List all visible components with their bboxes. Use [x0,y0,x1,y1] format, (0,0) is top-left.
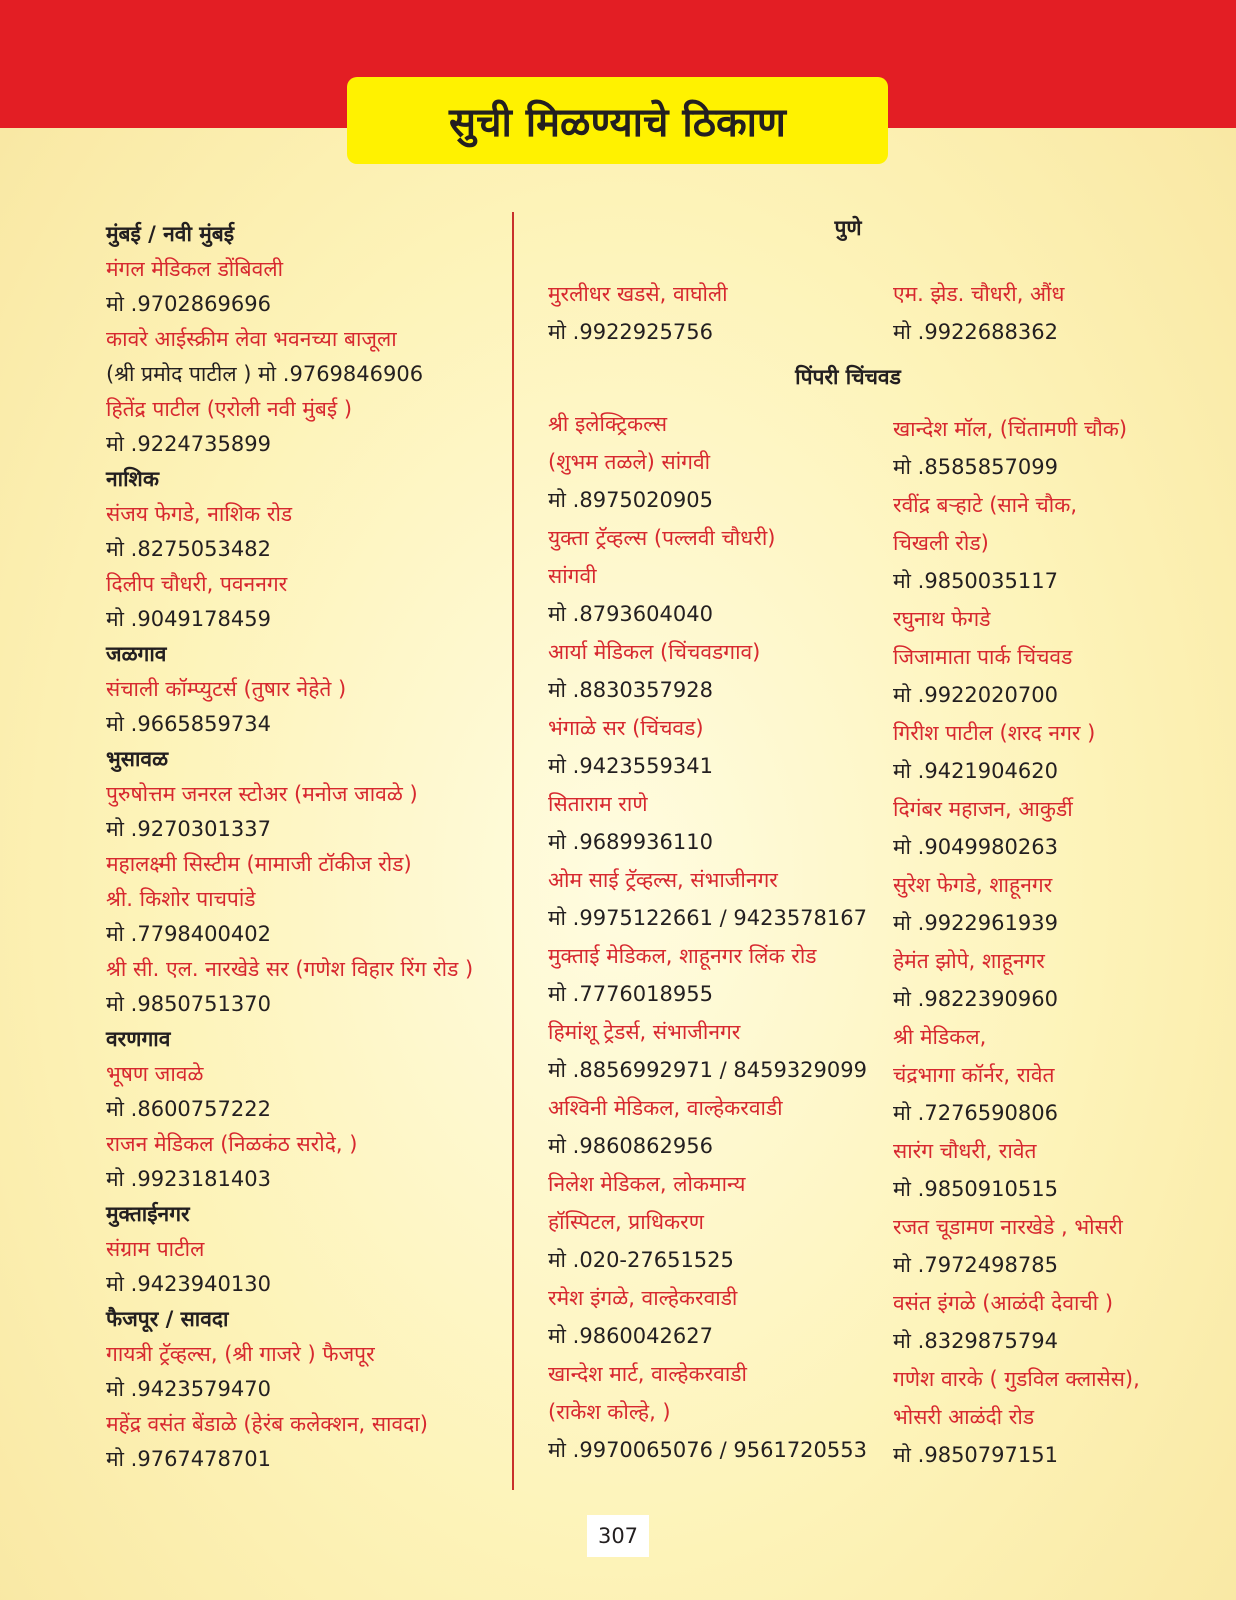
phone-number: (श्री प्रमोद पाटील ) मो .9769846906 [106,362,424,386]
contact-name: मुरलीधर खडसे, वाघोली [548,282,728,306]
location-heading: नाशिक [106,467,159,491]
contact-name: सांगवी [548,564,597,588]
phone-number: मो .9702869696 [106,292,271,316]
phone-number: मो .8585857099 [893,455,1058,479]
contact-name: भोसरी आळंदी रोड [893,1405,1035,1429]
phone-number: मो .9860862956 [548,1134,713,1158]
phone-number: मो .9850751370 [106,992,271,1016]
contact-name: श्री सी. एल. नारखेडे सर (गणेश विहार रिंग रोड ) [106,957,474,981]
contact-name: सिताराम राणे [548,792,648,816]
contact-name: दिलीप चौधरी, पवननगर [106,572,288,596]
phone-number: मो .7776018955 [548,982,713,1006]
phone-number: मो .020-27651525 [548,1248,734,1272]
phone-number: मो .8793604040 [548,602,713,626]
location-heading: मुंबई / नवी मुंबई [106,222,235,246]
pcmc-column-2 [893,410,1140,1474]
contact-name: हिमांशू ट्रेडर्स, संभाजीनगर [548,1020,741,1044]
contact-name: संचाली कॉम्प्युटर्स (तुषार नेहेते ) [106,677,347,701]
contact-name: श्री. किशोर पाचपांडे [106,887,256,911]
contact-name: पुरुषोत्तम जनरल स्टोअर (मनोज जावळे ) [106,782,418,806]
phone-number: मो .9922688362 [893,320,1058,344]
location-heading: वरणगाव [106,1027,171,1051]
phone-number: मो .8856992971 / 8459329099 [548,1058,867,1082]
contact-name: कावरे आईस्क्रीम लेवा भवनच्या बाजूला [106,327,397,351]
pune-column-2 [893,275,1064,351]
contact-name: गायत्री ट्रॅव्हल्स, (श्री गाजरे ) फैजपूर [106,1342,375,1366]
location-heading: जळगाव [106,642,167,666]
page-number: 307 [587,1515,649,1557]
phone-number: मो .8275053482 [106,537,271,561]
phone-number: मो .9975122661 / 9423578167 [548,906,867,930]
contact-name: (राकेश कोल्हे, ) [548,1400,671,1424]
contact-name: श्री मेडिकल, [893,1025,987,1049]
phone-number: मो .9224735899 [106,432,271,456]
contact-name: अश्विनी मेडिकल, वाल्हेकरवाडी [548,1096,783,1120]
phone-number: मो .8830357928 [548,678,713,702]
phone-number: मो .9970065076 / 9561720553 [548,1438,867,1462]
contact-name: दिगंबर महाजन, आकुर्डी [893,797,1073,821]
contact-name: श्री इलेक्ट्रिकल्स [548,412,668,436]
page-title: सुची मिळण्याचे ठिकाण [347,77,888,164]
contact-name: हेमंत झोपे, शाहूनगर [893,949,1045,973]
column-divider [512,212,514,1490]
phone-number: मो .7798400402 [106,922,271,946]
phone-number: मो .9850797151 [893,1443,1058,1467]
contact-name: चिखली रोड) [893,531,989,555]
pcmc-column-1 [548,405,867,1469]
phone-number: मो .9860042627 [548,1324,713,1348]
contact-name: खान्देश मॉल, (चिंतामणी चौक) [893,417,1128,441]
contact-name: आर्या मेडिकल (चिंचवडगाव) [548,640,761,664]
contact-name: हितेंद्र पाटील (एरोली नवी मुंबई ) [106,397,353,421]
contact-name: मुक्ताई मेडिकल, शाहूनगर लिंक रोड [548,944,817,968]
phone-number: मो .9689936110 [548,830,713,854]
contact-name: संजय फेगडे, नाशिक रोड [106,502,293,526]
phone-number: मो .9850910515 [893,1177,1058,1201]
contact-name: खान्देश मार्ट, वाल्हेकरवाडी [548,1362,747,1386]
contact-name: संग्राम पाटील [106,1237,205,1261]
location-heading: फैजपूर / सावदा [106,1307,229,1331]
contact-name: युक्ता ट्रॅव्हल्स (पल्लवी चौधरी) [548,526,776,550]
contact-name: सारंग चौधरी, रावेत [893,1139,1037,1163]
phone-number: मो .9049178459 [106,607,271,631]
phone-number: मो .9421904620 [893,759,1058,783]
section-heading-pimpri-chinchwad: पिंपरी चिंचवड [795,365,901,389]
contact-name: एम. झेड. चौधरी, औंध [893,282,1065,306]
contact-name: (शुभम तळले) सांगवी [548,450,711,474]
phone-number: मो .7972498785 [893,1253,1058,1277]
contact-name: चंद्रभागा कॉर्नर, रावेत [893,1063,1055,1087]
contact-name: वसंत इंगळे (आळंदी देवाची ) [893,1291,1114,1315]
contact-name: गणेश वारके ( गुडविल क्लासेस), [893,1367,1140,1391]
phone-number: मो .9850035117 [893,569,1058,593]
phone-number: मो .9270301337 [106,817,271,841]
contact-name: रजत चूडामण नारखेडे , भोसरी [893,1215,1123,1239]
location-heading: मुक्ताईनगर [106,1202,190,1226]
phone-number: मो .9423579470 [106,1377,271,1401]
contact-name: भूषण जावळे [106,1062,204,1086]
contact-name: जिजामाता पार्क चिंचवड [893,645,1073,669]
phone-number: मो .9922020700 [893,683,1058,707]
contact-name: रमेश इंगळे, वाल्हेकरवाडी [548,1286,738,1310]
left-column [106,217,473,1477]
contact-name: भंगाळे सर (चिंचवड) [548,716,704,740]
contact-name: महालक्ष्मी सिस्टीम (मामाजी टॉकीज रोड) [106,852,412,876]
phone-number: मो .7276590806 [893,1101,1058,1125]
location-heading: भुसावळ [106,747,169,771]
contact-name: गिरीश पाटील (शरद नगर ) [893,721,1096,745]
phone-number: मो .9922961939 [893,911,1058,935]
phone-number: मो .9922925756 [548,320,713,344]
contact-name: महेंद्र वसंत बेंडाळे (हेरंब कलेक्शन, सावदा) [106,1412,428,1436]
phone-number: मो .9665859734 [106,712,271,736]
phone-number: मो .9767478701 [106,1447,271,1471]
phone-number: मो .9423940130 [106,1272,271,1296]
phone-number: मो .9423559341 [548,754,713,778]
phone-number: मो .9049980263 [893,835,1058,859]
phone-number: मो .9923181403 [106,1167,271,1191]
contact-name: रवींद्र बऱ्हाटे (साने चौक, [893,493,1078,517]
contact-name: रघुनाथ फेगडे [893,607,991,631]
contact-name: हॉस्पिटल, प्राधिकरण [548,1210,704,1234]
pune-column-1 [548,275,728,351]
contact-name: राजन मेडिकल (निळकंठ सरोदे, ) [106,1132,358,1156]
phone-number: मो .8329875794 [893,1329,1058,1353]
phone-number: मो .8600757222 [106,1097,271,1121]
contact-name: निलेश मेडिकल, लोकमान्य [548,1172,746,1196]
section-heading-pune: पुणे [834,216,862,240]
phone-number: मो .8975020905 [548,488,713,512]
contact-name: सुरेश फेगडे, शाहूनगर [893,873,1053,897]
contact-name: मंगल मेडिकल डोंबिवली [106,257,284,281]
phone-number: मो .9822390960 [893,987,1058,1011]
contact-name: ओम साई ट्रॅव्हल्स, संभाजीनगर [548,868,778,892]
